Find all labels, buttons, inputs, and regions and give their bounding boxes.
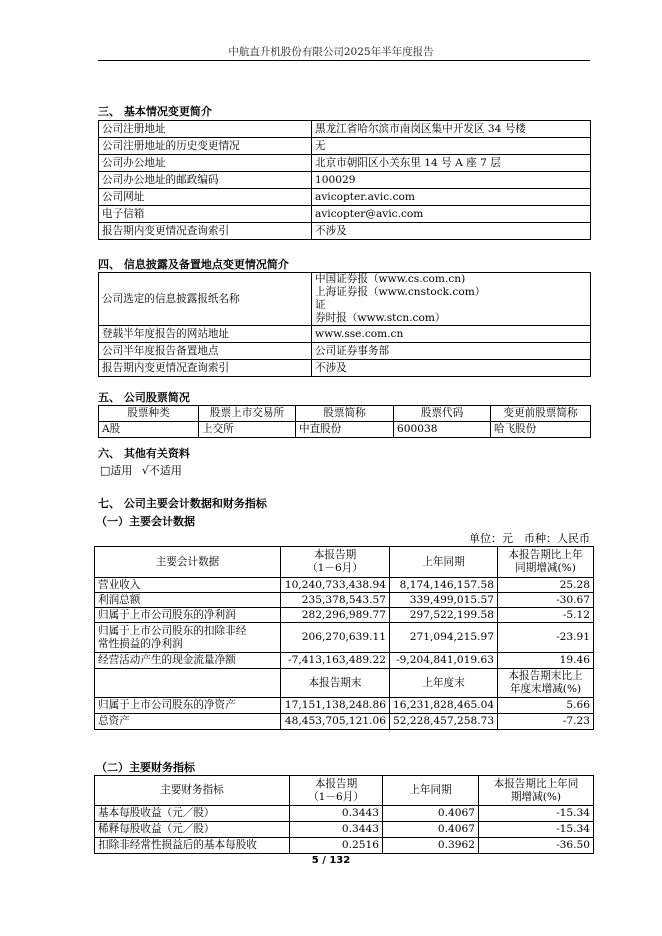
cell-value: 黑龙江省哈尔滨市南岗区集中开发区 34 号楼	[312, 121, 591, 138]
media-line-2: 上海证券报（www.cnstock.com） 证	[315, 286, 486, 311]
cell-current: 48,453,705,121.06	[281, 714, 390, 730]
cell-current: 0.3443	[290, 822, 383, 838]
cell-current: 10,240,733,438.94	[281, 578, 390, 593]
cell-label: 总资产	[95, 714, 281, 730]
cell-current: 0.3443	[290, 806, 383, 822]
cell-current: 0.2516	[290, 838, 383, 854]
table-row	[95, 593, 594, 608]
col-header: 上年同期	[383, 776, 479, 806]
cell-label: 公司注册地址	[99, 121, 312, 138]
col-header: 本报告期 （1－6月）	[290, 776, 383, 806]
table-row	[99, 206, 591, 223]
subsection-accounting-title: （一）主要会计数据	[96, 515, 195, 528]
table-row	[95, 653, 594, 669]
cell-value: 北京市朝阳区小关东里 14 号 A 座 7 层	[312, 155, 591, 172]
table-subheader-row	[95, 669, 594, 698]
table-header-row	[99, 406, 591, 422]
cell-previous: 0.3962	[383, 838, 479, 854]
cell-label: 基本每股收益（元／股）	[95, 806, 290, 822]
table-row	[99, 172, 591, 189]
table-row	[95, 822, 594, 838]
disclosure-table	[98, 272, 591, 377]
cell-change: -36.50	[479, 838, 594, 854]
cell-previous: -9,204,841,019.63	[390, 653, 498, 669]
col-header: 本报告期比上年同 期增减(%)	[479, 776, 594, 806]
table-header-row	[95, 547, 594, 578]
table-row	[99, 360, 591, 377]
cell-value: avicopter@avic.com	[312, 206, 591, 223]
cell: A股	[99, 422, 199, 438]
cell-label: 公司半年度报告备置地点	[99, 343, 312, 360]
basic-info-table	[98, 120, 591, 240]
cell-label: 稀释每股收益（元／股）	[95, 822, 290, 838]
table-row	[95, 578, 594, 593]
table-row	[95, 623, 594, 653]
cell-label: 电子信箱	[99, 206, 312, 223]
cell-current: -7,413,163,489.22	[281, 653, 390, 669]
page-header-title: 中航直升机股份有限公司2025年半年度报告	[228, 46, 434, 58]
cell-label: 报告期内变更情况查询索引	[99, 360, 312, 377]
cell-label: 公司网址	[99, 189, 312, 206]
cell-change: -7.23	[498, 714, 594, 730]
cell-label: 公司办公地址	[99, 155, 312, 172]
cell-value: 无	[312, 138, 591, 155]
cell-previous: 52,228,457,258.73	[390, 714, 498, 730]
subsection-financial-title: （二）主要财务指标	[96, 761, 195, 774]
cell-change: 25.28	[498, 578, 594, 593]
table-row	[99, 223, 591, 240]
cell-previous: 0.4067	[383, 806, 479, 822]
cell-label: 经营活动产生的现金流量净额	[95, 653, 281, 669]
col-header: 本报告期末	[281, 669, 390, 698]
section7-title: 七、 公司主要会计数据和财务指标	[98, 497, 267, 510]
cell-current: 282,296,989.77	[281, 608, 390, 623]
cell-label: 归属于上市公司股东的净资产	[95, 698, 281, 714]
cell-value: 不涉及	[312, 223, 591, 240]
applicability-options	[100, 462, 182, 478]
col-header: 变更前股票简称	[491, 406, 591, 422]
table-row	[99, 155, 591, 172]
cell-value: www.sse.com.cn	[312, 326, 591, 343]
cell-label: 报告期内变更情况查询索引	[99, 223, 312, 240]
col-header: 主要会计数据	[95, 547, 281, 578]
cell-value: 不涉及	[312, 360, 591, 377]
col-header: 本报告期比上年 同期增减(%)	[498, 547, 594, 578]
accounting-data-table	[94, 546, 594, 730]
header-divider	[98, 60, 590, 61]
cell-change: -5.12	[498, 608, 594, 623]
table-row	[95, 806, 594, 822]
cell-value: 100029	[312, 172, 591, 189]
cell-change: -15.34	[479, 822, 594, 838]
cell-change: -30.67	[498, 593, 594, 608]
cell: 上交所	[199, 422, 296, 438]
cell-media-list	[312, 273, 591, 326]
cell-label: 登载半年度报告的网站地址	[99, 326, 312, 343]
empty-cell	[95, 669, 281, 698]
cell-label: 利润总额	[95, 593, 281, 608]
col-header: 股票种类	[99, 406, 199, 422]
table-header-row	[95, 776, 594, 806]
table-row	[95, 714, 594, 730]
cell-value: avicopter.avic.com	[312, 189, 591, 206]
section3-title: 三、 基本情况变更简介	[98, 105, 212, 118]
section5-title: 五、 公司股票简况	[98, 391, 190, 404]
col-header: 股票代码	[394, 406, 491, 422]
cell-previous: 16,231,828,465.04	[390, 698, 498, 714]
cell-previous: 0.4067	[383, 822, 479, 838]
cell: 中直股份	[296, 422, 394, 438]
stock-table	[98, 405, 591, 438]
section4-title: 四、 信息披露及备置地点变更情况简介	[98, 258, 289, 271]
col-header: 本报告期 （1－6月）	[281, 547, 390, 578]
cell-change: 19.46	[498, 653, 594, 669]
table-row	[99, 422, 591, 438]
col-header: 上年度末	[390, 669, 498, 698]
cell-previous: 339,499,015.57	[390, 593, 498, 608]
col-header: 上年同期	[390, 547, 498, 578]
col-header: 本报告期末比上 年度末增减(%)	[498, 669, 594, 698]
col-header: 股票上市交易所	[199, 406, 296, 422]
media-line-3: 券时报（www.stcn.com）	[315, 312, 446, 324]
cell: 哈飞股份	[491, 422, 591, 438]
table-row	[99, 343, 591, 360]
cell-change: 5.66	[498, 698, 594, 714]
table-row	[95, 838, 594, 854]
cell-change: -15.34	[479, 806, 594, 822]
financial-indicator-table	[94, 775, 594, 854]
cell-value: 公司证券事务部	[312, 343, 591, 360]
col-header: 股票简称	[296, 406, 394, 422]
table-row	[99, 273, 591, 326]
cell-current: 17,151,138,248.86	[281, 698, 390, 714]
cell-change: -23.91	[498, 623, 594, 653]
section6-title: 六、 其他有关资料	[98, 447, 190, 460]
cell-label: 归属于上市公司股东的扣除非经 常性损益的净利润	[95, 623, 281, 653]
page-number: 5 / 132	[311, 855, 351, 866]
table-row	[99, 326, 591, 343]
cell-label: 扣除非经常性损益后的基本每股收	[95, 838, 290, 854]
cell-label: 归属于上市公司股东的净利润	[95, 608, 281, 623]
table-row	[99, 138, 591, 155]
cell-previous: 271,094,215.97	[390, 623, 498, 653]
table-row	[99, 189, 591, 206]
table-row	[99, 121, 591, 138]
cell-current: 235,378,543.57	[281, 593, 390, 608]
media-line-1: 中国证券报（www.cs.com.cn)	[315, 273, 466, 285]
cell-label: 公司选定的信息披露报纸名称	[99, 273, 312, 326]
option-not-applicable: √不适用	[141, 464, 182, 477]
cell-label: 营业收入	[95, 578, 281, 593]
table-row	[95, 608, 594, 623]
col-header: 主要财务指标	[95, 776, 290, 806]
unit-note: 单位：元 币种：人民币	[469, 532, 590, 545]
cell-label: 公司注册地址的历史变更情况	[99, 138, 312, 155]
cell-current: 206,270,639.11	[281, 623, 390, 653]
cell: 600038	[394, 422, 491, 438]
option-applicable: □适用	[100, 464, 133, 477]
cell-previous: 297,522,199.58	[390, 608, 498, 623]
table-row	[95, 698, 594, 714]
cell-previous: 8,174,146,157.58	[390, 578, 498, 593]
cell-label: 公司办公地址的邮政编码	[99, 172, 312, 189]
